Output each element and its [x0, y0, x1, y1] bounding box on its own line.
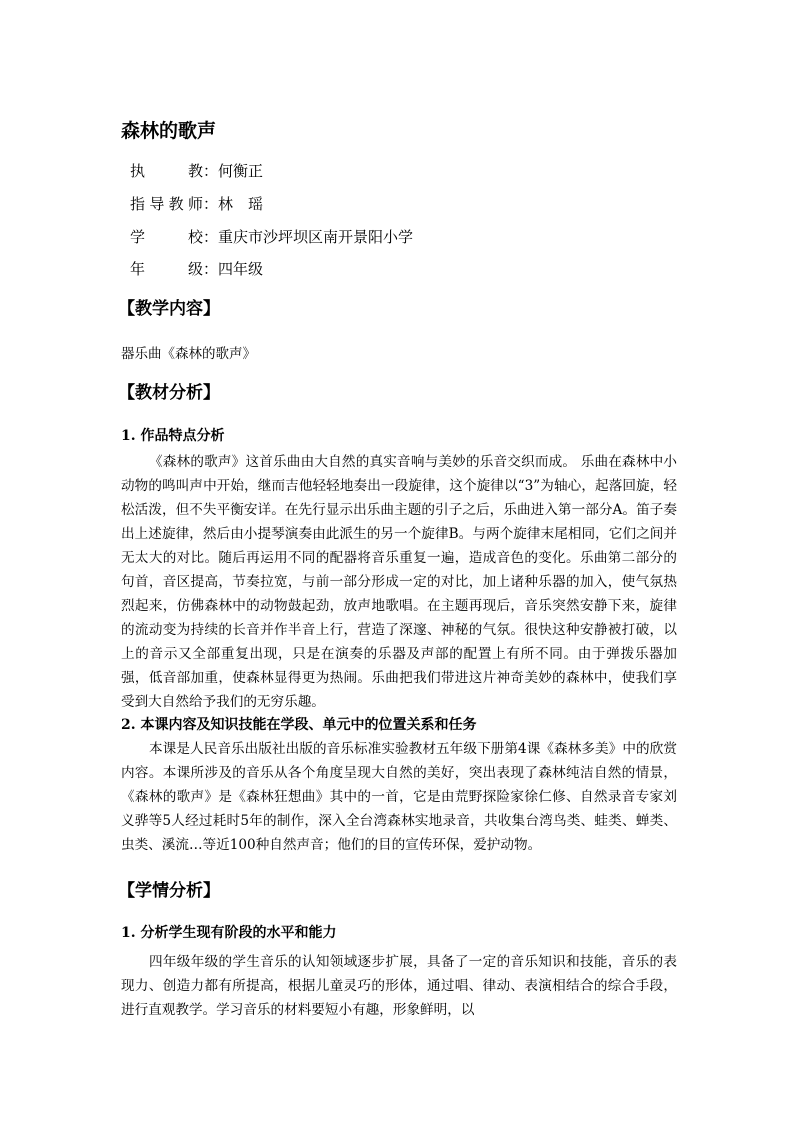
meta-colon: ：: [203, 162, 219, 180]
meta-value: 林 瑶: [218, 195, 264, 213]
meta-label: 年 级: [130, 260, 203, 278]
meta-label: 执 教: [130, 162, 203, 180]
section-heading-learner: 【学情分析】: [118, 881, 220, 901]
section-heading-content: 【教学内容】: [118, 299, 220, 319]
subheading-student-level: 1. 分析学生现有阶段的水平和能力: [121, 925, 337, 941]
section-heading-analysis: 【教材分析】: [118, 383, 220, 403]
meta-value: 四年级: [218, 260, 264, 278]
meta-row-school: [130, 226, 413, 247]
meta-colon: ：: [203, 228, 219, 246]
meta-value: 重庆市沙坪坝区南开景阳小学: [218, 228, 414, 246]
paragraph-work-features: 《森林的歌声》这首乐曲由大自然的真实音响与美妙的乐音交织而成。 乐曲在森林中小动物的鸣叫声中开始，继而吉他轻轻地奏出一段旋律，这个旋律以“3”为轴心，起落回旋，轻松活泼，但不失平衡安详。在先行显示出乐曲主题的引子之后，乐曲进入第一部分A。笛子奏出上述旋律，然后由小提琴演奏由此派生的另一个旋律B。与两个旋律末尾相同，它们之间并无太大的对比。随后再运用不同的配器将音乐重复一遍，造成音色的变化。乐曲第二部分的句首，音区提高，节奏拉宽，与前一部分形成一定的对比，加上诸种乐器的加入，使气氛热烈起来，仿佛森林中的动物鼓起劲，放声地歌唱。在主题再现后，音乐突然安静下来，旋律的流动变为持续的长音并作半音上行，营造了深邃、神秘的气氛。很快这种安静被打破，以上的音示又全部重复出现，只是在演奏的乐器及声部的配置上有所不同。由于弹拨乐器加强，低音部加重，使森林显得更为热闹。乐曲把我们带进这片神奇美妙的森林中，使我们享受到大自然给予我们的无穷乐趣。: [121, 454, 677, 710]
meta-colon: ：: [203, 195, 219, 213]
meta-colon: ：: [203, 260, 219, 278]
meta-label: 指导教师: [130, 195, 203, 213]
meta-row-advisor: [130, 193, 263, 214]
content-text: 器乐曲《森林的歌声》: [121, 346, 256, 362]
subheading-position: 2. 本课内容及知识技能在学段、单元中的位置关系和任务: [121, 717, 477, 733]
meta-row-teacher: [130, 160, 263, 181]
meta-row-grade: [130, 258, 263, 279]
subheading-work-features: 1. 作品特点分析: [121, 428, 225, 444]
meta-value: 何衡正: [218, 162, 264, 180]
document-title: 森林的歌声: [121, 120, 217, 142]
paragraph-student-level: 四年级年级的学生音乐的认知领域逐步扩展，具备了一定的音乐知识和技能，音乐的表现力、创造力都有所提高，根据儿童灵巧的形体，通过唱、律动、表演相结合的综合手段，进行直观教学。学习音乐的材料要短小有趣，形象鲜明，以: [121, 954, 677, 1018]
paragraph-position: 本课是人民音乐出版社出版的音乐标准实验教材五年级下册第4课《森林多美》中的欣赏内容。本课所涉及的音乐从各个角度呈现大自然的美好，突出表现了森林纯洁自然的情景，《森林的歌声》是《森林狂想曲》其中的一首，它是由荒野探险家徐仁修、自然录音专家刘义骅等5人经过耗时5年的制作，深入全台湾森林实地录音，共收集台湾鸟类、蛙类、蝉类、虫类、溪流…等近100种自然声音；他们的目的宣传环保，爱护动物。: [121, 741, 677, 853]
meta-label: 学 校: [130, 228, 203, 246]
